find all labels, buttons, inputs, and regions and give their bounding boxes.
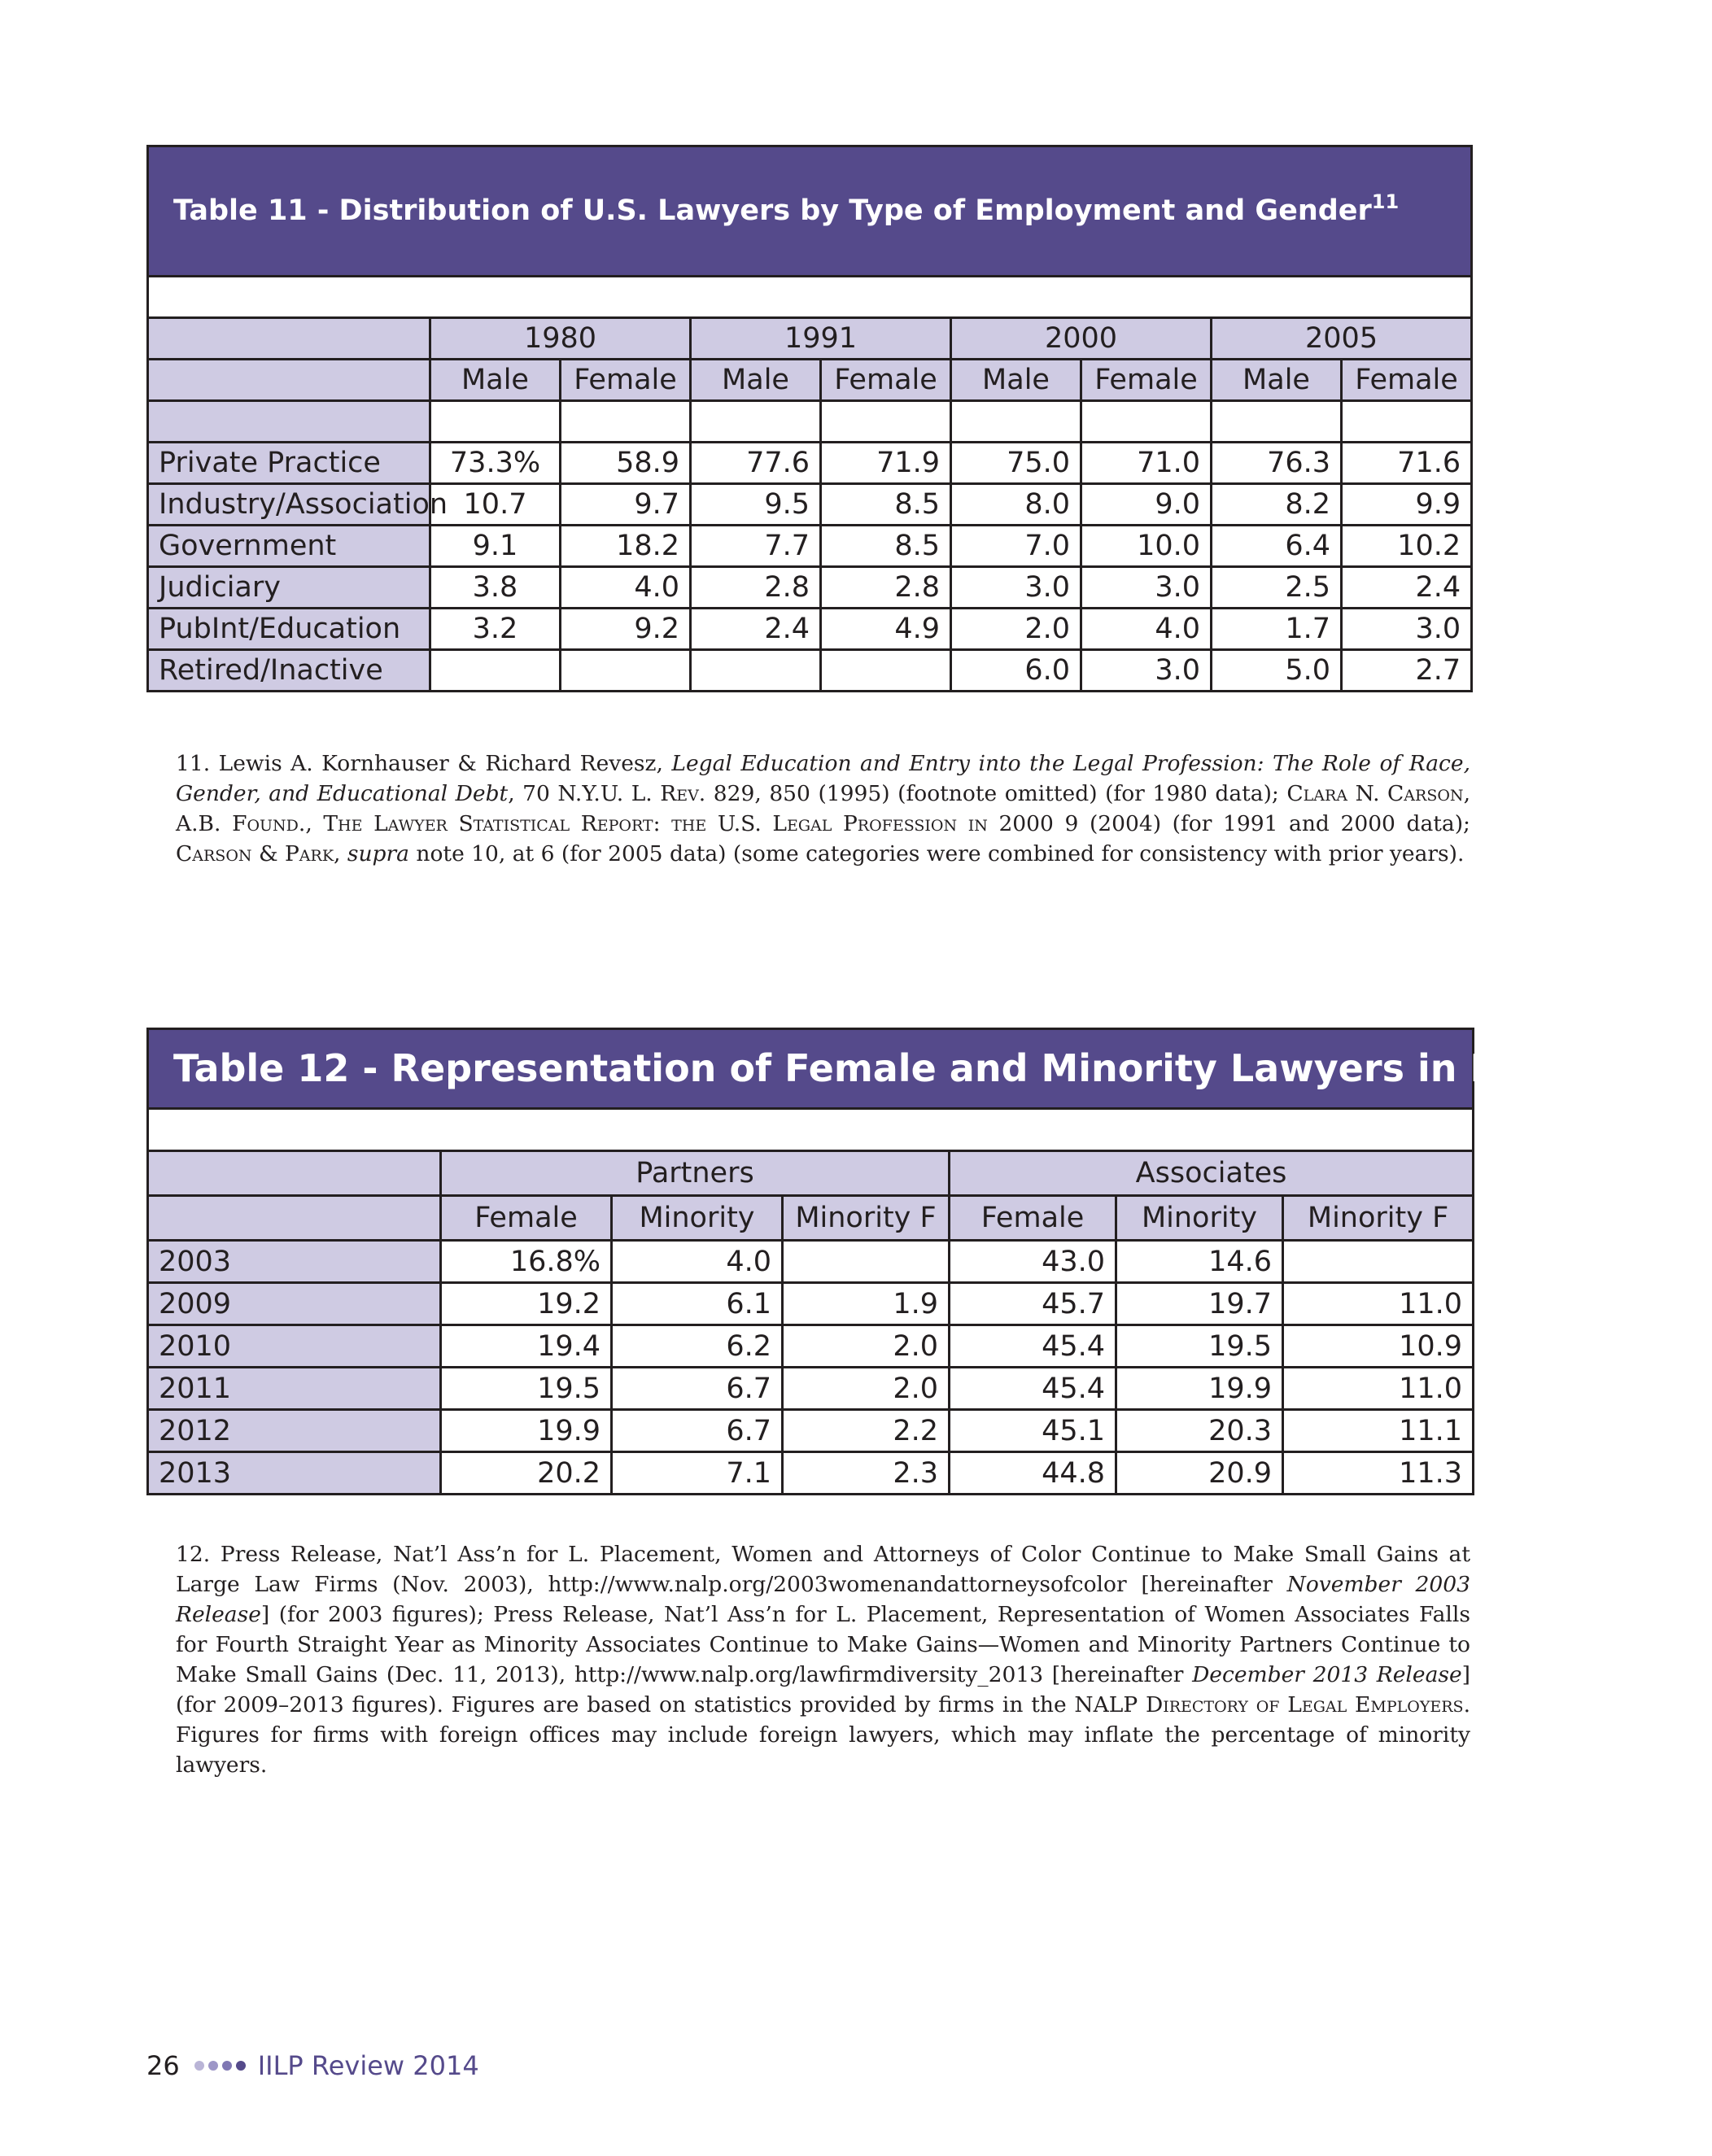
table-row bbox=[148, 1283, 1474, 1325]
row-label: Government bbox=[148, 526, 430, 567]
table-cell: 9.0 bbox=[1081, 484, 1212, 526]
table-cell: 11.0 bbox=[1283, 1368, 1474, 1410]
table-12-corner-cell bbox=[148, 1196, 441, 1241]
gender-header: Female bbox=[561, 360, 691, 401]
table-cell: 19.7 bbox=[1116, 1283, 1283, 1325]
table-cell: 6.7 bbox=[612, 1410, 783, 1452]
table-cell: 4.0 bbox=[1081, 609, 1212, 650]
table-11-year-row bbox=[148, 318, 1472, 360]
gender-header: Female bbox=[821, 360, 951, 401]
table-cell: 4.0 bbox=[612, 1241, 783, 1283]
table-cell: 3.2 bbox=[430, 609, 561, 650]
table-12-group-row bbox=[148, 1151, 1474, 1196]
table-cell: 10.9 bbox=[1283, 1325, 1474, 1368]
table-cell: 1.7 bbox=[1212, 609, 1342, 650]
table-cell: 75.0 bbox=[951, 443, 1081, 484]
table-row bbox=[148, 484, 1472, 526]
row-label: Judiciary bbox=[148, 567, 430, 609]
table-cell: 2.2 bbox=[783, 1410, 950, 1452]
table-cell: 2.3 bbox=[783, 1452, 950, 1495]
row-label: Retired/Inactive bbox=[148, 650, 430, 692]
table-cell: 6.1 bbox=[612, 1283, 783, 1325]
table-row bbox=[148, 1452, 1474, 1495]
table-cell: 11.1 bbox=[1283, 1410, 1474, 1452]
table-cell: 76.3 bbox=[1212, 443, 1342, 484]
table-cell: 14.6 bbox=[1116, 1241, 1283, 1283]
table-cell: 6.4 bbox=[1212, 526, 1342, 567]
year-header: 1991 bbox=[691, 318, 951, 360]
table-11-gender-row bbox=[148, 360, 1472, 401]
table-cell: 6.7 bbox=[612, 1368, 783, 1410]
year-header: 1980 bbox=[430, 318, 691, 360]
gender-header: Male bbox=[1212, 360, 1342, 401]
publication-name: IILP Review 2014 bbox=[257, 2050, 479, 2081]
table-cell bbox=[821, 650, 951, 692]
table-cell: 3.0 bbox=[951, 567, 1081, 609]
table-cell: 77.6 bbox=[691, 443, 821, 484]
table-12-corner-cell bbox=[148, 1151, 441, 1196]
table-cell: 45.4 bbox=[950, 1325, 1116, 1368]
row-label: 2003 bbox=[148, 1241, 441, 1283]
table-cell: 8.5 bbox=[821, 484, 951, 526]
table-row bbox=[148, 1325, 1474, 1368]
table-cell: 18.2 bbox=[561, 526, 691, 567]
table-cell: 9.1 bbox=[430, 526, 561, 567]
gender-header: Male bbox=[691, 360, 821, 401]
table-cell: 20.9 bbox=[1116, 1452, 1283, 1495]
table-cell: 73.3% bbox=[430, 443, 561, 484]
table-cell: 4.9 bbox=[821, 609, 951, 650]
footnote-12: 12. Press Release, Nat’l Ass’n for L. Placement, Women and Attorneys of Color Continue to Make Small Gains at Large Law Firms (Nov. 2003), http://www.nalp.org/2003womenandattorneysofcolor [hereinafter November 2003 Release] (for 2003 figures); Press Release, Nat’l Ass’n for L. Placement, Representation of Women Associates Falls for Fourth Straight Year as Minority Associates Continue to Make Gains—Women and Minority Partners Continue to Make Small Gains (Dec. 11, 2013), http://www.nalp.org/lawfirmdiversity_2013 [hereinafter December 2013 Release] (for 2009–2013 figures). Figures are based on statistics provided by firms in the NALP Directory of Legal Employers. Figures for firms with foreign offices may include foreign lawyers, which may inflate the percentage of minority lawyers. bbox=[176, 1542, 1471, 1778]
table-cell: 8.5 bbox=[821, 526, 951, 567]
gender-header: Female bbox=[1342, 360, 1472, 401]
table-cell: 10.7 bbox=[430, 484, 561, 526]
table-cell: 9.5 bbox=[691, 484, 821, 526]
table-cell: 3.0 bbox=[1081, 650, 1212, 692]
gender-header: Male bbox=[951, 360, 1081, 401]
table-cell: 11.3 bbox=[1283, 1452, 1474, 1495]
table-cell: 9.2 bbox=[561, 609, 691, 650]
table-cell: 7.0 bbox=[951, 526, 1081, 567]
table-cell: 4.0 bbox=[561, 567, 691, 609]
row-label: 2013 bbox=[148, 1452, 441, 1495]
table-cell bbox=[561, 650, 691, 692]
table-cell: 2.5 bbox=[1212, 567, 1342, 609]
table-row bbox=[148, 609, 1472, 650]
column-header: Female bbox=[441, 1196, 612, 1241]
row-label: Industry/Association bbox=[148, 484, 430, 526]
table-cell: 2.7 bbox=[1342, 650, 1472, 692]
table-cell: 2.4 bbox=[1342, 567, 1472, 609]
table-cell: 16.8% bbox=[441, 1241, 612, 1283]
table-cell bbox=[783, 1241, 950, 1283]
table-cell: 19.4 bbox=[441, 1325, 612, 1368]
table-cell: 3.0 bbox=[1342, 609, 1472, 650]
table-cell: 5.0 bbox=[1212, 650, 1342, 692]
table-cell: 45.7 bbox=[950, 1283, 1116, 1325]
footer-dot-icon bbox=[222, 2061, 232, 2071]
page-number: 26 bbox=[146, 2050, 180, 2081]
table-cell: 7.1 bbox=[612, 1452, 783, 1495]
table-cell: 9.9 bbox=[1342, 484, 1472, 526]
table-cell: 71.0 bbox=[1081, 443, 1212, 484]
column-header: Minority bbox=[1116, 1196, 1283, 1241]
table-cell: 2.8 bbox=[821, 567, 951, 609]
table-cell: 1.9 bbox=[783, 1283, 950, 1325]
table-11-spacer-row bbox=[148, 277, 1472, 318]
footnote-11: 11. Lewis A. Kornhauser & Richard Revesz, Legal Education and Entry into the Legal Profession: The Role of Race, Gender, and Educational Debt, 70 N.Y.U. L. Rev. 829, 850 (1995) (footnote omitted) (for 1980 data); Clara N. Carson, A.B. Found., The Lawyer Statistical Report: the U.S. Legal Profession in 2000 9 (2004) (for 1991 and 2000 data); Carson & Park, supra note 10, at 6 (for 2005 data) (some categories were combined for consistency with prior years). bbox=[176, 751, 1470, 866]
table-cell: 10.0 bbox=[1081, 526, 1212, 567]
gender-header: Female bbox=[1081, 360, 1212, 401]
page-footer bbox=[146, 2050, 479, 2081]
table-cell: 3.0 bbox=[1081, 567, 1212, 609]
table-row bbox=[148, 567, 1472, 609]
table-cell: 9.7 bbox=[561, 484, 691, 526]
table-cell: 20.2 bbox=[441, 1452, 612, 1495]
row-label: 2010 bbox=[148, 1325, 441, 1368]
table-11 bbox=[146, 145, 1473, 692]
table-12 bbox=[146, 1028, 1712, 1495]
table-cell: 3.8 bbox=[430, 567, 561, 609]
table-row bbox=[148, 443, 1472, 484]
table-cell: 19.2 bbox=[441, 1283, 612, 1325]
column-header: Female bbox=[950, 1196, 1116, 1241]
table-row bbox=[148, 1410, 1474, 1452]
table-cell bbox=[691, 650, 821, 692]
table-cell: 2.0 bbox=[951, 609, 1081, 650]
table-11-title: Table 11 - Distribution of U.S. Lawyers by Type of Employment and Gender$^{11}$ bbox=[148, 146, 1472, 277]
group-header: Associates bbox=[950, 1151, 1474, 1196]
table-cell: 43.0 bbox=[950, 1241, 1116, 1283]
table-11-corner-cell bbox=[148, 318, 430, 360]
table-cell bbox=[430, 650, 561, 692]
table-cell: 2.0 bbox=[783, 1325, 950, 1368]
table-12-spacer-row bbox=[148, 1109, 1474, 1151]
table-12-title: Table 12 - Representation of Female and Minority Lawyers in Law Firms$^{12}$ bbox=[148, 1029, 1474, 1109]
table-cell: 58.9 bbox=[561, 443, 691, 484]
table-cell: 2.8 bbox=[691, 567, 821, 609]
year-header: 2005 bbox=[1212, 318, 1472, 360]
table-cell: 2.4 bbox=[691, 609, 821, 650]
table-cell: 20.3 bbox=[1116, 1410, 1283, 1452]
table-cell: 8.2 bbox=[1212, 484, 1342, 526]
table-12-column-row bbox=[148, 1196, 1474, 1241]
row-label: 2012 bbox=[148, 1410, 441, 1452]
footer-dot-icon bbox=[194, 2061, 204, 2071]
table-cell: 6.0 bbox=[951, 650, 1081, 692]
table-11-blank-row bbox=[148, 401, 1472, 443]
group-header: Partners bbox=[441, 1151, 950, 1196]
table-cell: 19.9 bbox=[441, 1410, 612, 1452]
footer-dot-icon bbox=[236, 2061, 246, 2071]
row-label: PubInt/Education bbox=[148, 609, 430, 650]
table-cell bbox=[1283, 1241, 1474, 1283]
table-cell: 71.9 bbox=[821, 443, 951, 484]
column-header: Minority F bbox=[783, 1196, 950, 1241]
table-row bbox=[148, 650, 1472, 692]
table-cell: 44.8 bbox=[950, 1452, 1116, 1495]
year-header: 2000 bbox=[951, 318, 1212, 360]
row-label: 2011 bbox=[148, 1368, 441, 1410]
gender-header: Male bbox=[430, 360, 561, 401]
table-cell: 45.1 bbox=[950, 1410, 1116, 1452]
column-header: Minority F bbox=[1283, 1196, 1474, 1241]
table-cell: 8.0 bbox=[951, 484, 1081, 526]
table-cell: 6.2 bbox=[612, 1325, 783, 1368]
table-11-corner-cell bbox=[148, 360, 430, 401]
table-cell: 71.6 bbox=[1342, 443, 1472, 484]
table-cell: 10.2 bbox=[1342, 526, 1472, 567]
table-cell: 19.5 bbox=[1116, 1325, 1283, 1368]
row-label: 2009 bbox=[148, 1283, 441, 1325]
column-header: Minority bbox=[612, 1196, 783, 1241]
table-cell: 11.0 bbox=[1283, 1283, 1474, 1325]
table-row bbox=[148, 1368, 1474, 1410]
table-cell: 45.4 bbox=[950, 1368, 1116, 1410]
table-cell: 2.0 bbox=[783, 1368, 950, 1410]
table-row bbox=[148, 1241, 1474, 1283]
row-label: Private Practice bbox=[148, 443, 430, 484]
table-cell: 19.9 bbox=[1116, 1368, 1283, 1410]
table-cell: 7.7 bbox=[691, 526, 821, 567]
table-row bbox=[148, 526, 1472, 567]
table-cell: 19.5 bbox=[441, 1368, 612, 1410]
footer-dot-icon bbox=[208, 2061, 218, 2071]
